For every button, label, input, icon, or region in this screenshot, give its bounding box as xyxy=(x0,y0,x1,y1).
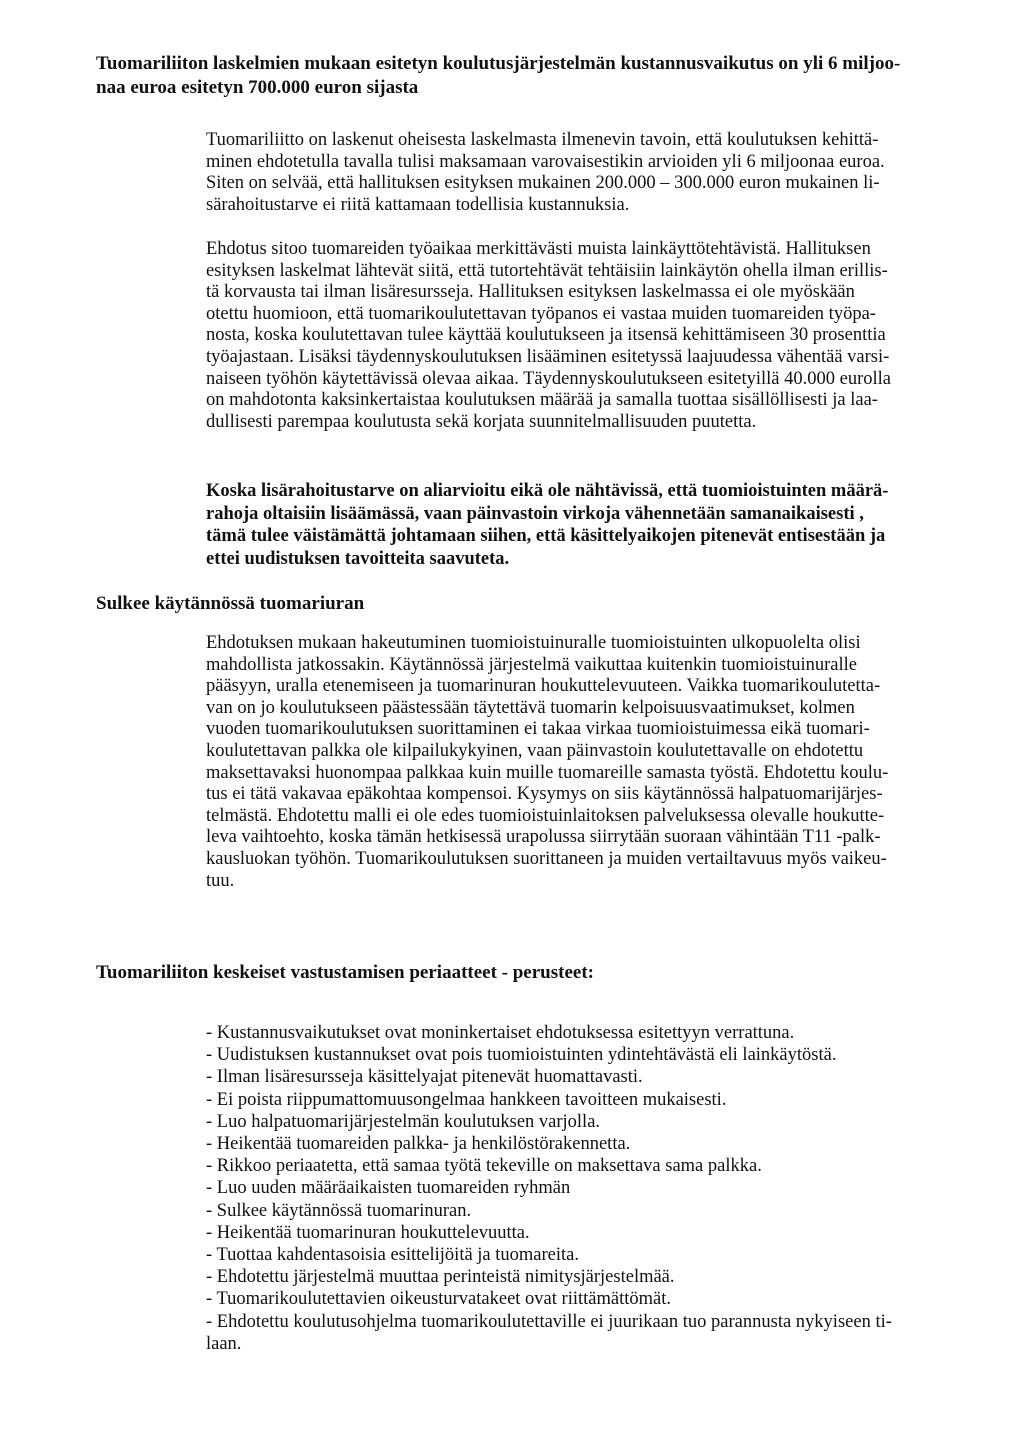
text-line: koulutettavan palkka ole kilpailukykyinen, vaan päinvastoin koulutettavalle on ehdotettu xyxy=(206,740,864,761)
list-item: - Rikkoo periaatetta, että samaa työtä tekeville on maksettava sama palkka. xyxy=(206,1156,762,1177)
paragraph-working-time xyxy=(206,239,966,433)
list-item: - Tuomarikoulutettavien oikeusturvatakeet ovat riittämättömät. xyxy=(206,1289,671,1310)
section-heading-costs xyxy=(96,52,900,100)
text-line: Koska lisärahoitustarve on aliarvioitu eikä ole nähtävissä, että tuomioistuinten määrä- xyxy=(206,481,889,501)
text-line: Siten on selvää, että hallituksen esityksen mukainen 200.000 – 300.000 euron mukainen li- xyxy=(206,173,880,194)
list-item: - Ehdotettu koulutusohjelma tuomarikoulutettaville ei juurikaan tuo parannusta nykyiseen ti- xyxy=(206,1311,892,1332)
list-item: - Ei poista riippumattomuusongelmaa hankkeen tavoitteen mukaisesti. xyxy=(206,1089,727,1110)
paragraph-career xyxy=(206,633,966,892)
text-line: dullisesti parempaa koulutusta sekä korjata suunnitelmallisuuden puutetta. xyxy=(206,411,757,432)
text-line: rahoja oltaisiin lisäämässä, vaan päinvastoin virkoja vähennetään samanaikaisesti , xyxy=(206,503,864,524)
text-line: työajastaan. Lisäksi täydennyskoulutuksen lisääminen esitetyssä laajuudessa vähentää varsi- xyxy=(206,346,890,367)
text-line: van on jo koulutukseen päästessään täytettävä tuomarin kelpoisuusvaatimukset, kolmen xyxy=(206,697,855,718)
text-line: nosta, koska koulutettavan tulee käyttää koulutukseen ja itsensä kehittämiseen 30 prosenttia xyxy=(206,325,886,346)
text-line: kausluokan työhön. Tuomarikoulutuksen suorittaneen ja muiden vertailtavuus myös vaikeu- xyxy=(206,848,887,869)
section-heading-principles: Tuomariliiton keskeiset vastustamisen periaatteet - perusteet: xyxy=(96,962,594,983)
text-line: on mahdotonta kaksinkertaistaa koulutuksen määrää ja samalla tuottaa sisällöllisesti ja laa- xyxy=(206,390,878,411)
list-item: - Heikentää tuomareiden palkka- ja henkilöstörakennetta. xyxy=(206,1134,631,1155)
heading-line: Tuomariliiton laskelmien mukaan esitetyn koulutusjärjestelmän kustannusvaikutus on yli 6 miljoo- xyxy=(96,53,901,74)
text-line: tus ei tätä vakavaa epäkohtaa kompensoi. Kysymys on siis käytännössä halpatuomarijärjes- xyxy=(206,784,883,805)
principles-list xyxy=(206,1022,976,1355)
heading-line: naa euroa esitetyn 700.000 euron sijasta xyxy=(96,77,419,98)
paragraph-conclusion-bold xyxy=(206,480,966,570)
text-line: tä korvausta tai ilman lisäresursseja. Hallituksen esityksen laskelmassa ei ole myöskään xyxy=(206,282,855,303)
text-line: tämä tulee väistämättä johtamaan siihen, että käsittelyaikojen pitenevät entisestään ja xyxy=(206,526,886,546)
section-heading-career: Sulkee käytännössä tuomariuran xyxy=(96,593,365,614)
list-item: - Sulkee käytännössä tuomarinuran. xyxy=(206,1200,472,1221)
text-line: vuoden tuomarikoulutuksen suorittaminen ei takaa virkaa tuomioistuimessa eikä tuomari- xyxy=(206,719,870,740)
text-line: telmästä. Ehdotettu malli ei ole edes tuomioistuinlaitoksen palveluksessa olevalle houkutte- xyxy=(206,805,885,826)
text-line: Ehdotus sitoo tuomareiden työaikaa merkittävästi muista lainkäyttötehtävistä. Hallituksen xyxy=(206,239,871,259)
text-line: leva vaihtoehto, koska tämän hetkisessä urapolussa siirrytään suoraan vähintään T11 -palk- xyxy=(206,827,881,848)
list-item: - Ilman lisäresursseja käsittelyajat pitenevät huomattavasti. xyxy=(206,1067,643,1088)
text-line: minen ehdotetulla tavalla tulisi maksamaan varovaisestikin arvioiden yli 6 miljoonaa euroa. xyxy=(206,151,885,172)
text-line: särahoitustarve ei riitä kattamaan todellisia kustannuksia. xyxy=(206,194,630,215)
list-item: - Tuottaa kahdentasoisia esittelijöitä ja tuomareita. xyxy=(206,1245,579,1266)
text-line: mahdollista jatkossakin. Käytännössä järjestelmä vaikuttaa kuitenkin tuomioistuinuralle xyxy=(206,654,857,675)
text-line: tuu. xyxy=(206,870,235,891)
list-item: - Luo uuden määräaikaisten tuomareiden ryhmän xyxy=(206,1178,571,1199)
text-line: naiseen työhön käytettävissä olevaa aikaa. Täydennyskoulutukseen esitetyillä 40.000 eurolla xyxy=(206,368,891,389)
list-item: - Luo halpatuomarijärjestelmän koulutuksen varjolla. xyxy=(206,1111,601,1132)
list-item: - Uudistuksen kustannukset ovat pois tuomioistuinten ydintehtävästä eli lainkäytöstä. xyxy=(206,1045,837,1066)
text-line: ettei uudistuksen tavoitteita saavuteta. xyxy=(206,548,510,569)
list-item-continuation: laan. xyxy=(206,1333,242,1354)
text-line: otettu huomioon, että tuomarikoulutettavan työpanos ei vastaa muiden tuomareiden työpa- xyxy=(206,303,876,324)
paragraph-cost-estimate xyxy=(206,130,966,216)
text-line: esityksen laskelmat lähtevät siitä, että tutortehtävät tehtäisiin lainkäytön ohella ilman erillis- xyxy=(206,260,888,281)
text-line: Ehdotuksen mukaan hakeutuminen tuomioistuinuralle tuomioistuinten ulkopuolelta olisi xyxy=(206,633,861,653)
text-line: Tuomariliitto on laskenut oheisesta laskelmasta ilmenevin tavoin, että koulutuksen kehittä- xyxy=(206,130,879,150)
list-item: - Ehdotettu järjestelmä muuttaa perinteistä nimitysjärjestelmää. xyxy=(206,1267,675,1288)
text-line: maksettavaksi huonompaa palkkaa kuin muille tuomareille samasta työstä. Ehdotettu koulu- xyxy=(206,762,889,783)
list-item: - Heikentää tuomarinuran houkuttelevuutta. xyxy=(206,1222,530,1243)
text-line: pääsyyn, uralla etenemiseen ja tuomarinuran houkuttelevuuteen. Vaikka tuomarikoulutetta- xyxy=(206,676,881,697)
list-item: - Kustannusvaikutukset ovat moninkertaiset ehdotuksessa esitettyyn verrattuna. xyxy=(206,1023,795,1043)
